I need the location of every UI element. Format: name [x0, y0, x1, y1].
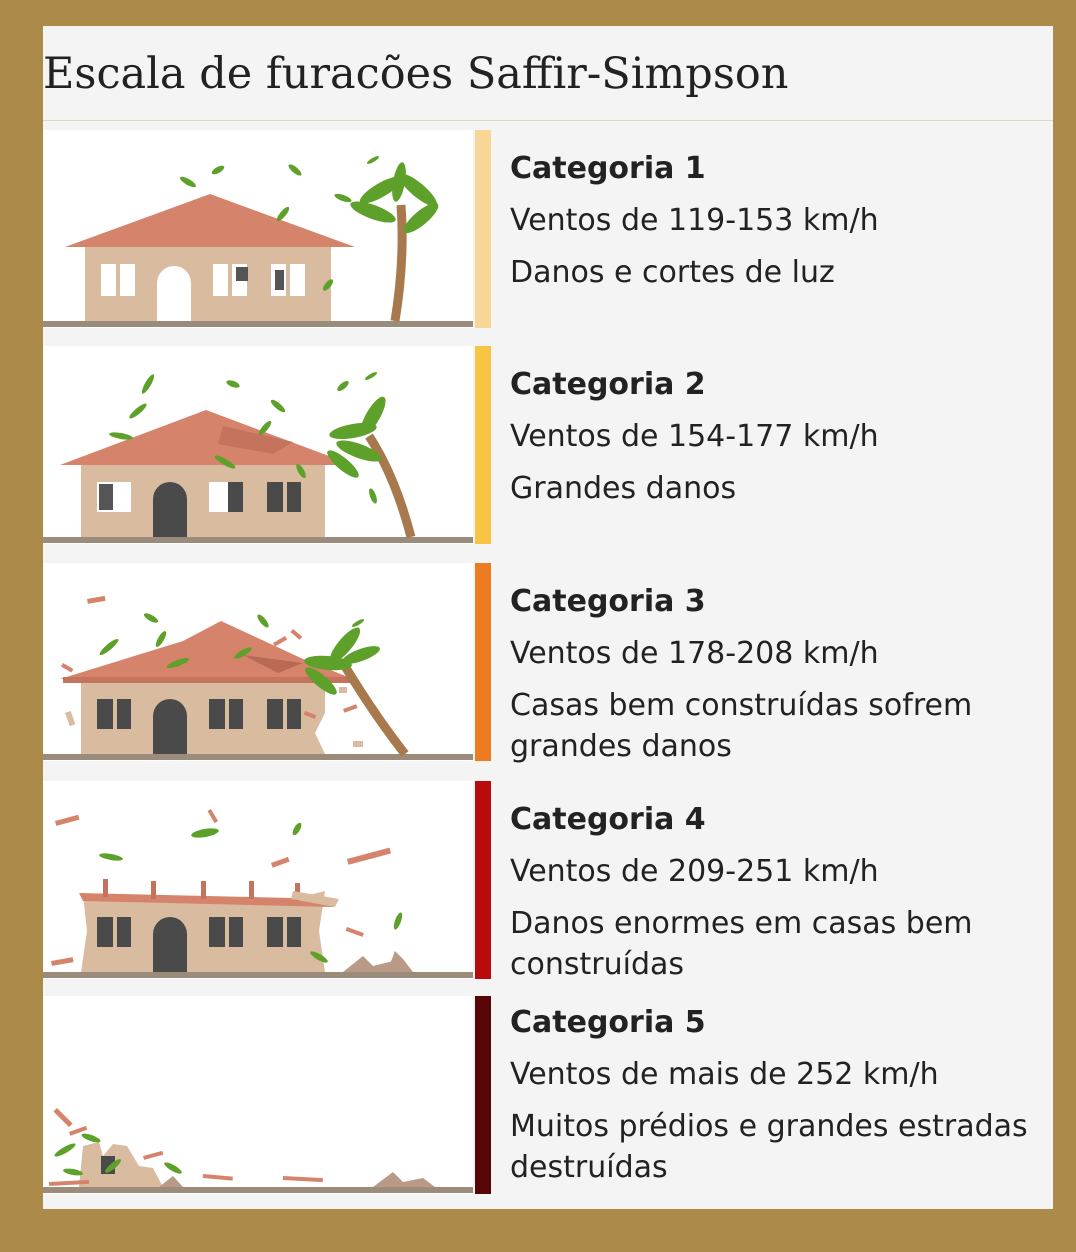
category-text-5: [510, 1002, 1050, 1188]
damage-description: Danos enormes em casas bem construídas: [510, 906, 973, 982]
category-color-bar-2: [475, 346, 491, 544]
damage-description: Muitos prédios e grandes estradas destruídas: [510, 1109, 1028, 1185]
damage-description: Danos e cortes de luz: [510, 255, 835, 290]
category-text-4: [510, 799, 1050, 985]
category-label: Categoria 5: [510, 1005, 706, 1040]
category-color-bar-5: [475, 996, 491, 1194]
category-color-bar-4: [475, 781, 491, 979]
category-row-3: [43, 563, 1053, 764]
category-color-bar-3: [475, 563, 491, 761]
house-roofless-illustration: [43, 781, 473, 979]
wind-speed: Ventos de 154-177 km/h: [510, 419, 879, 454]
damage-description: Casas bem construídas sofrem grandes danos: [510, 688, 973, 764]
category-row-4: [43, 781, 1053, 982]
category-text-3: [510, 581, 1050, 767]
category-label: Categoria 2: [510, 367, 706, 402]
house-major-damage-illustration: [43, 563, 473, 761]
category-label: Categoria 1: [510, 151, 706, 186]
infographic-card: [43, 26, 1053, 1209]
category-text-2: [510, 364, 1050, 509]
category-label: Categoria 4: [510, 802, 706, 837]
category-label: Categoria 3: [510, 584, 706, 619]
house-minor-damage-illustration: [43, 346, 473, 544]
wind-speed: Ventos de 209-251 km/h: [510, 854, 879, 889]
category-row-1: [43, 130, 1053, 328]
title-divider: [43, 120, 1053, 121]
wind-speed: Ventos de 178-208 km/h: [510, 636, 879, 671]
house-destroyed-illustration: [43, 996, 473, 1194]
category-row-5: [43, 996, 1053, 1194]
wind-speed: Ventos de 119-153 km/h: [510, 203, 879, 238]
category-text-1: [510, 148, 1050, 293]
damage-description: Grandes danos: [510, 471, 737, 506]
page-title: Escala de furacões Saffir-Simpson: [43, 49, 789, 99]
house-intact-illustration: [43, 130, 473, 328]
category-color-bar-1: [475, 130, 491, 328]
wind-speed: Ventos de mais de 252 km/h: [510, 1057, 939, 1092]
category-row-2: [43, 346, 1053, 544]
